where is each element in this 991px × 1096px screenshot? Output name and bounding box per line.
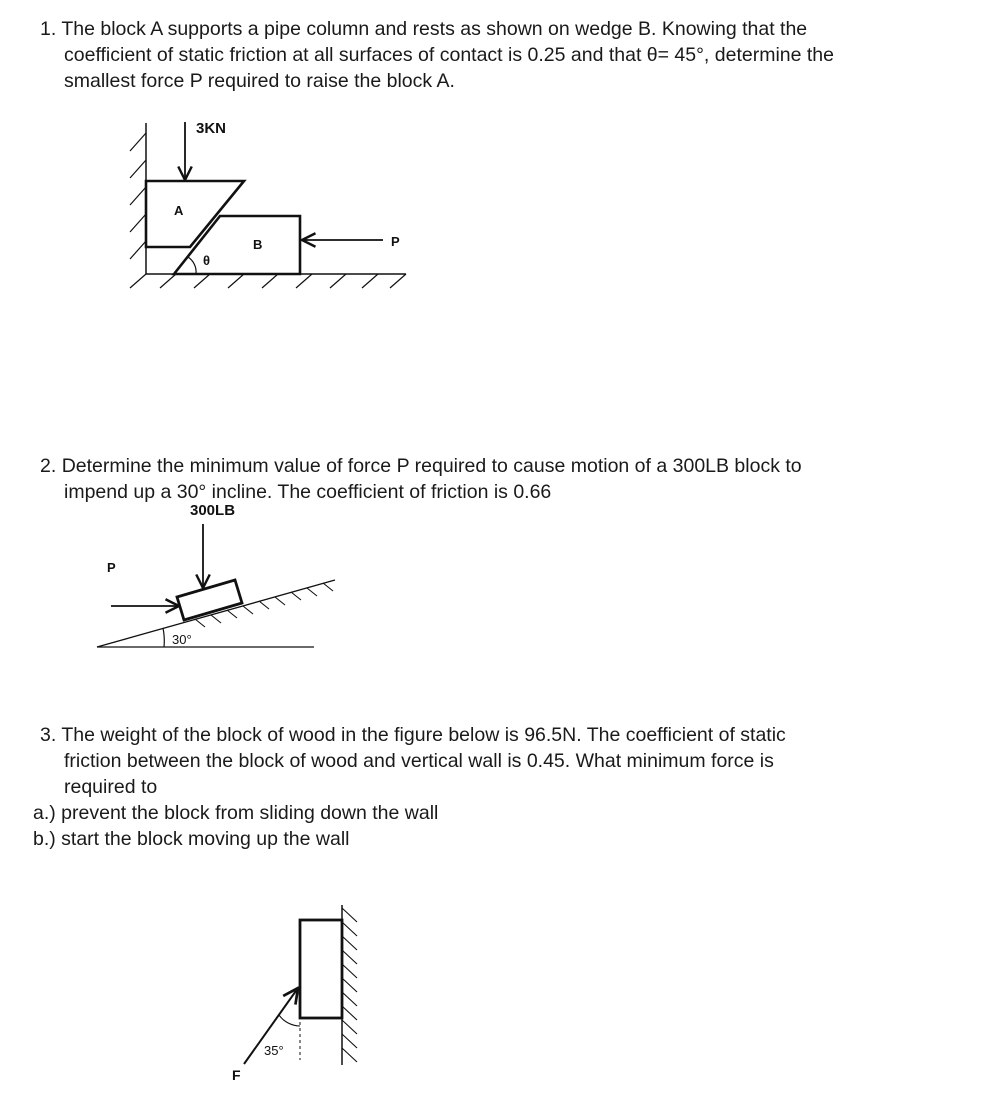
problem-1-line-3: smallest force P required to raise the block A. [64,70,455,92]
force-p-label: P [391,234,400,249]
load-label: 300LB [190,502,236,519]
wall-hatching [342,908,357,1062]
angle-label: θ [203,253,211,268]
problem-2-number: 2. [40,455,57,477]
problem-3-sub-a: a.) prevent the block from sliding down the wall [33,802,439,824]
problem-1-line-1: The block A supports a pipe column and rests as shown on wedge B. Knowing that the [61,18,808,40]
wood-block [300,920,342,1018]
problem-2-line-1: Determine the minimum value of force P required to cause motion of a 300LB block to [61,455,802,477]
problem-3-line-1: The weight of the block of wood in the figure below is 96.5N. The coefficient of static [61,724,786,746]
load-label: 3KN [196,120,227,137]
problem-1-number: 1. [40,18,57,40]
problem-2-line-2: impend up a 30° incline. The coefficient of friction is 0.66 [64,481,552,503]
problem-1-line-2: coefficient of static friction at all surfaces of contact is 0.25 and that θ= 45°, determine the [64,44,834,66]
problem-3-sub-b: b.) start the block moving up the wall [33,828,350,850]
problem-3-line-3: required to [64,776,158,798]
force-f-label: F [232,1067,241,1083]
force-p-label: P [107,560,116,575]
block-a-label: A [174,203,184,218]
problem-3-line-2: friction between the block of wood and vertical wall is 0.45. What minimum force is [64,750,774,772]
block-b-label: B [253,237,263,252]
angle-label: 35° [264,1043,284,1058]
problem-3-number: 3. [40,724,57,746]
angle-arc [279,1015,300,1026]
angle-label: 30° [172,632,192,647]
